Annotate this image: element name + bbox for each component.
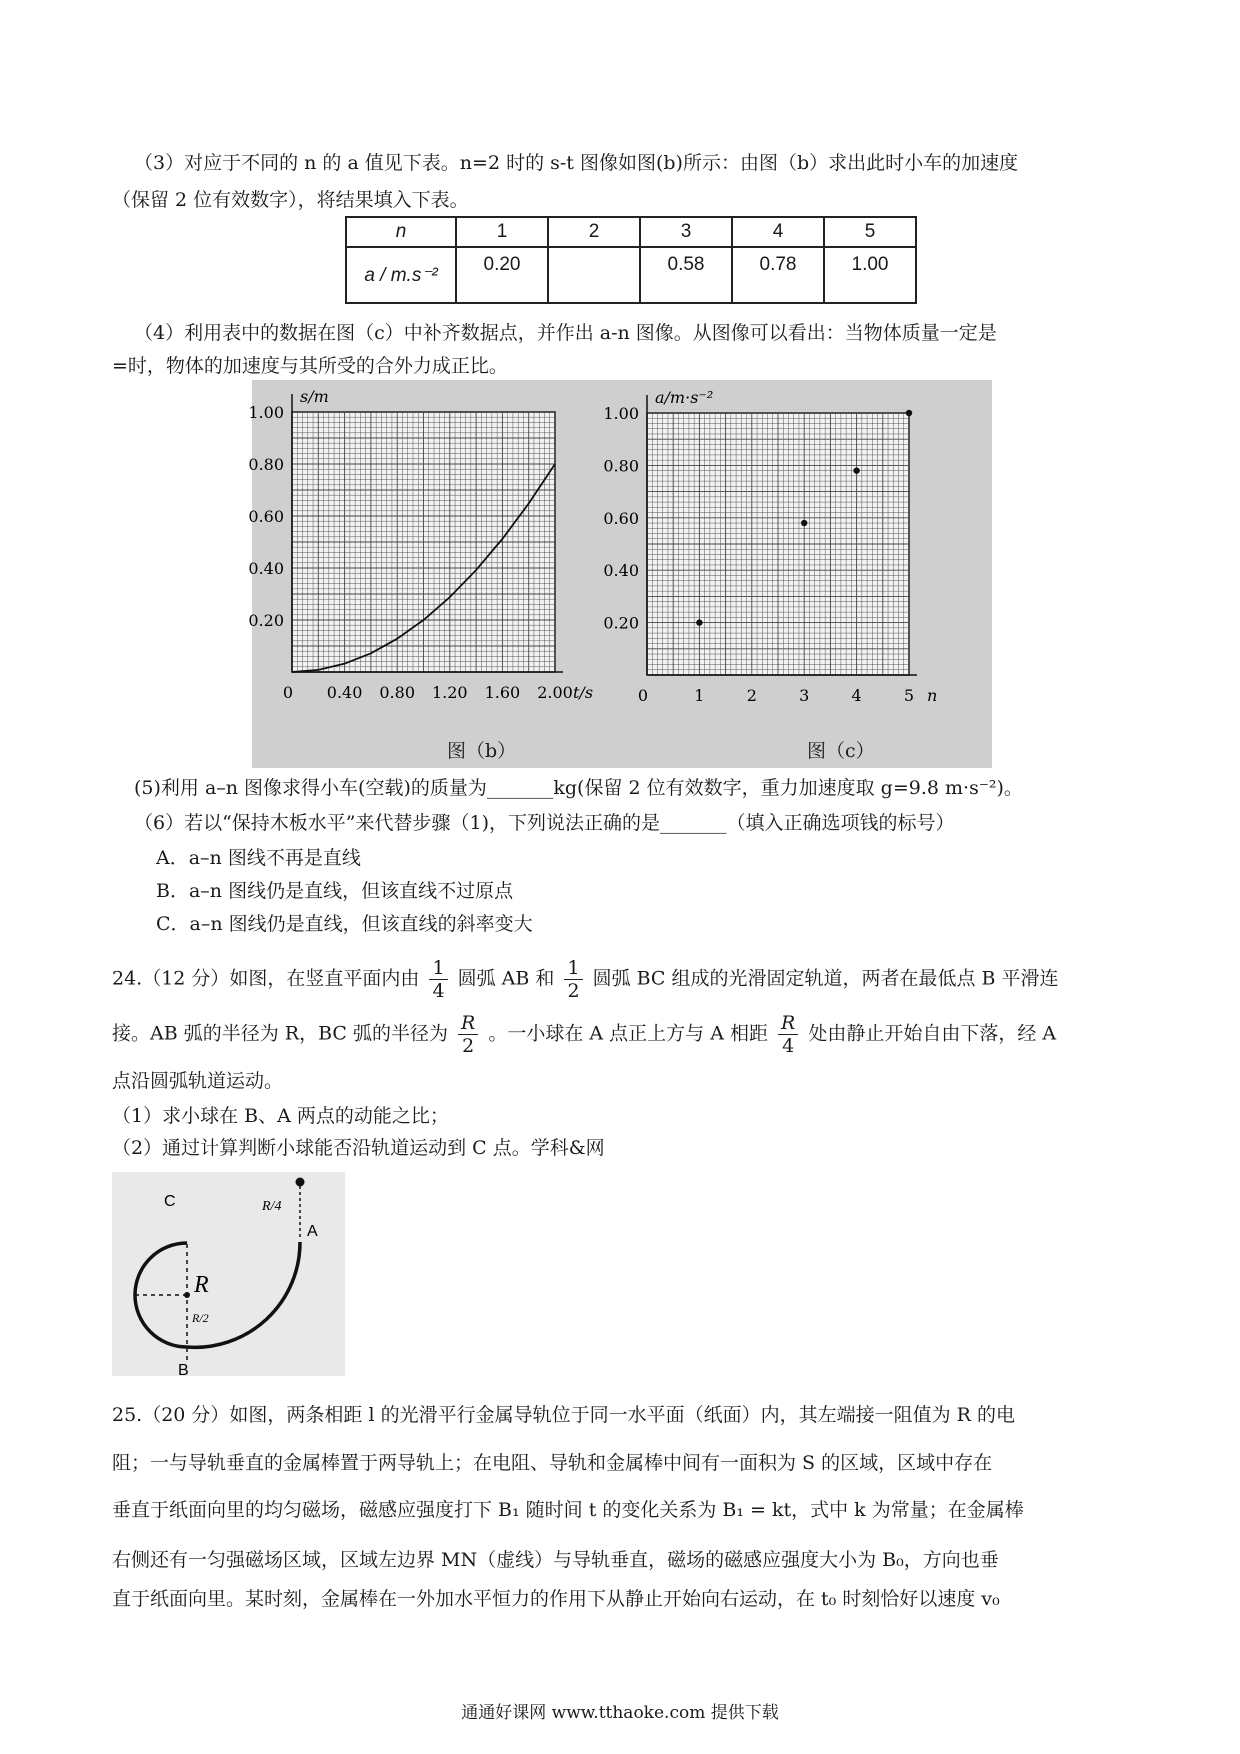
frac3-num: R	[458, 1012, 478, 1035]
label-c: C	[164, 1193, 176, 1210]
label-r2: R/2	[192, 1311, 209, 1325]
chart-b-y-tick-label: 0.40	[248, 559, 284, 578]
chart-c-y-axis-label: a/m·s⁻²	[655, 388, 714, 407]
chart-b-y-tick-label: 0.60	[248, 507, 284, 526]
chart-c-y-tick-label: 1.00	[603, 404, 639, 423]
q24-line2-b: 。一小球在 A 点正上方与 A 相距	[488, 1022, 768, 1045]
table-header-n: n	[346, 217, 456, 247]
table-cell-n2: 2	[548, 217, 640, 247]
table-cell-n1: 1	[456, 217, 548, 247]
fraction-one-quarter	[429, 957, 447, 1002]
q24-line2-a: 接。AB 弧的半径为 R，BC 弧的半径为	[112, 1022, 448, 1045]
table-header-a: a / m.s⁻²	[346, 247, 456, 303]
chart-b-y-axis-label: s/m	[300, 387, 329, 406]
q24-stem-a: 24.（12 分）如图，在竖直平面内由	[112, 967, 420, 990]
chart-c-y-tick-label: 0.80	[603, 456, 639, 476]
q23-part4-line2: =时，物体的加速度与其所受的合外力成正比。	[112, 355, 508, 377]
chart-b-x-tick-label: 0	[282, 683, 294, 702]
chart-c-y-tick-label: 0.40	[603, 561, 639, 581]
table-cell-n4: 4	[732, 217, 824, 247]
chart-c-data-point	[696, 619, 702, 625]
q24-stem-line2	[112, 1012, 1056, 1057]
chart-c-x-tick-label: 4	[851, 686, 862, 705]
chart-c-x-tick-label: 2	[746, 686, 757, 705]
page-footer: 通通好课网 www.tthaoke.com 提供下载	[461, 1703, 779, 1723]
chart-c-data-point	[801, 520, 807, 526]
q23-part3-line2: （保留 2 位有效数字），将结果填入下表。	[112, 189, 469, 211]
chart-c-x-axis-label: n	[927, 686, 938, 705]
ball	[296, 1178, 305, 1187]
label-b: B	[178, 1362, 189, 1379]
label-r: R	[194, 1272, 209, 1298]
q24-stem-c: 圆弧 BC 组成的光滑固定轨道，两者在最低点 B 平滑连	[592, 967, 1059, 990]
table-cell-a1: 0.20	[456, 247, 548, 303]
chart-b-x-tick-label: 1.60	[484, 683, 521, 702]
chart-b-x-tick-label: 1.20	[431, 683, 468, 702]
chart-b-x-tick-label: 0.40	[326, 683, 363, 702]
chart-c-data-point	[853, 467, 859, 473]
chart-b-x-tick-label: 0.80	[379, 683, 416, 702]
figure-c-caption: 图（c）	[807, 740, 875, 762]
chart-c-y-tick-label: 0.20	[603, 613, 639, 633]
figure-b-caption: 图（b）	[447, 740, 517, 762]
q23-part3-line1: （3）对应于不同的 n 的 a 值见下表。n=2 时的 s-t 图像如图(b)所示：由图（b）求出此时小车的加速度	[134, 152, 1019, 174]
table-cell-a2	[548, 247, 640, 303]
graph-svg	[248, 380, 992, 768]
label-r4: R/4	[262, 1199, 282, 1214]
q23-part6: （6）若以“保持木板水平”来代替步骤（1)，下列说法正确的是_______（填入正确选项钱的标号）	[134, 812, 955, 834]
chart-b-y-tick-label: 0.80	[248, 455, 284, 474]
q25-line4: 右侧还有一匀强磁场区域，区域左边界 MN（虚线）与导轨垂直，磁场的磁感应强度大小为 B₀，方向也垂	[112, 1549, 999, 1571]
option-b: B．a–n 图线仍是直线，但该直线不过原点	[156, 880, 514, 902]
frac1-den: 4	[432, 980, 445, 1002]
q24-stem-b: 圆弧 AB 和	[457, 967, 555, 990]
q25-line5: 直于纸面向里。某时刻，金属棒在一外加水平恒力的作用下从静止开始向右运动，在 t₀ 时刻恰好以速度 v₀	[112, 1588, 1000, 1610]
option-a: A．a–n 图线不再是直线	[156, 847, 361, 869]
table-cell-n5: 5	[824, 217, 916, 247]
table-cell-a4: 0.78	[732, 247, 824, 303]
acceleration-table	[345, 216, 917, 304]
q25-line1: 25.（20 分）如图，两条相距 l 的光滑平行金属导轨位于同一水平面（纸面）内，其左端接一阻值为 R 的电	[112, 1404, 1015, 1426]
frac4-den: 4	[782, 1035, 795, 1057]
frac1-num: 1	[429, 957, 447, 980]
q25-line2: 阻；一与导轨垂直的金属棒置于两导轨上；在电阻、导轨和金属棒中间有一面积为 S 的区域，区域中存在	[112, 1452, 993, 1474]
track-diagram	[112, 1172, 345, 1379]
chart-b-x-tick-label: 2.00	[537, 683, 573, 702]
chart-c-x-tick-label: 5	[903, 686, 915, 705]
label-a: A	[307, 1223, 318, 1240]
chart-c-data-point	[906, 410, 912, 416]
fraction-one-half	[564, 957, 582, 1002]
chart-c-x-tick-label: 3	[799, 686, 810, 705]
q24-line2-c: 处由静止开始自由下落，经 A	[808, 1022, 1057, 1045]
frac2-num: 1	[564, 957, 582, 980]
frac4-num: R	[778, 1012, 798, 1035]
table-cell-a3: 0.58	[640, 247, 732, 303]
center-point	[184, 1292, 190, 1298]
chart-c-y-tick-label: 0.60	[603, 508, 639, 528]
chart-b-y-tick-label: 0.20	[248, 611, 284, 630]
track-diagram-svg	[112, 1172, 345, 1379]
q24-subquestion-1: （1）求小球在 B、A 两点的动能之比；	[112, 1105, 449, 1127]
q23-part4-line1: （4）利用表中的数据在图（c）中补齐数据点，并作出 a-n 图像。从图像可以看出：当物体质量一定是	[134, 322, 997, 344]
chart-b-y-tick-label: 1.00	[248, 403, 284, 422]
q25-line3: 垂直于纸面向里的均匀磁场，磁感应强度打下 B₁ 随时间 t 的变化关系为 B₁ = kt，式中 k 为常量；在金属棒	[112, 1499, 1024, 1521]
q24-stem-line1	[112, 957, 1059, 1002]
q24-line3: 点沿圆弧轨道运动。	[112, 1070, 284, 1092]
option-c: C．a–n 图线仍是直线，但该直线的斜率变大	[156, 913, 533, 935]
chart-c-x-tick-label: 1	[694, 686, 705, 705]
fraction-r-quarter	[778, 1012, 798, 1057]
table-cell-a5: 1.00	[824, 247, 916, 303]
fraction-r-half	[458, 1012, 478, 1057]
q24-subquestion-2: （2）通过计算判断小球能否沿轨道运动到 C 点。学科&网	[112, 1137, 605, 1159]
graph-figure-panel	[248, 380, 992, 768]
chart-b-x-axis-label: t/s	[573, 683, 594, 702]
frac3-den: 2	[462, 1035, 475, 1057]
table-cell-n3: 3	[640, 217, 732, 247]
frac2-den: 2	[567, 980, 580, 1002]
q23-part5: (5)利用 a–n 图像求得小车(空载)的质量为_______kg(保留 2 位有效数字，重力加速度取 g=9.8 m·s⁻²)。	[134, 777, 1023, 799]
chart-c-x-tick-label: 0	[637, 686, 649, 705]
